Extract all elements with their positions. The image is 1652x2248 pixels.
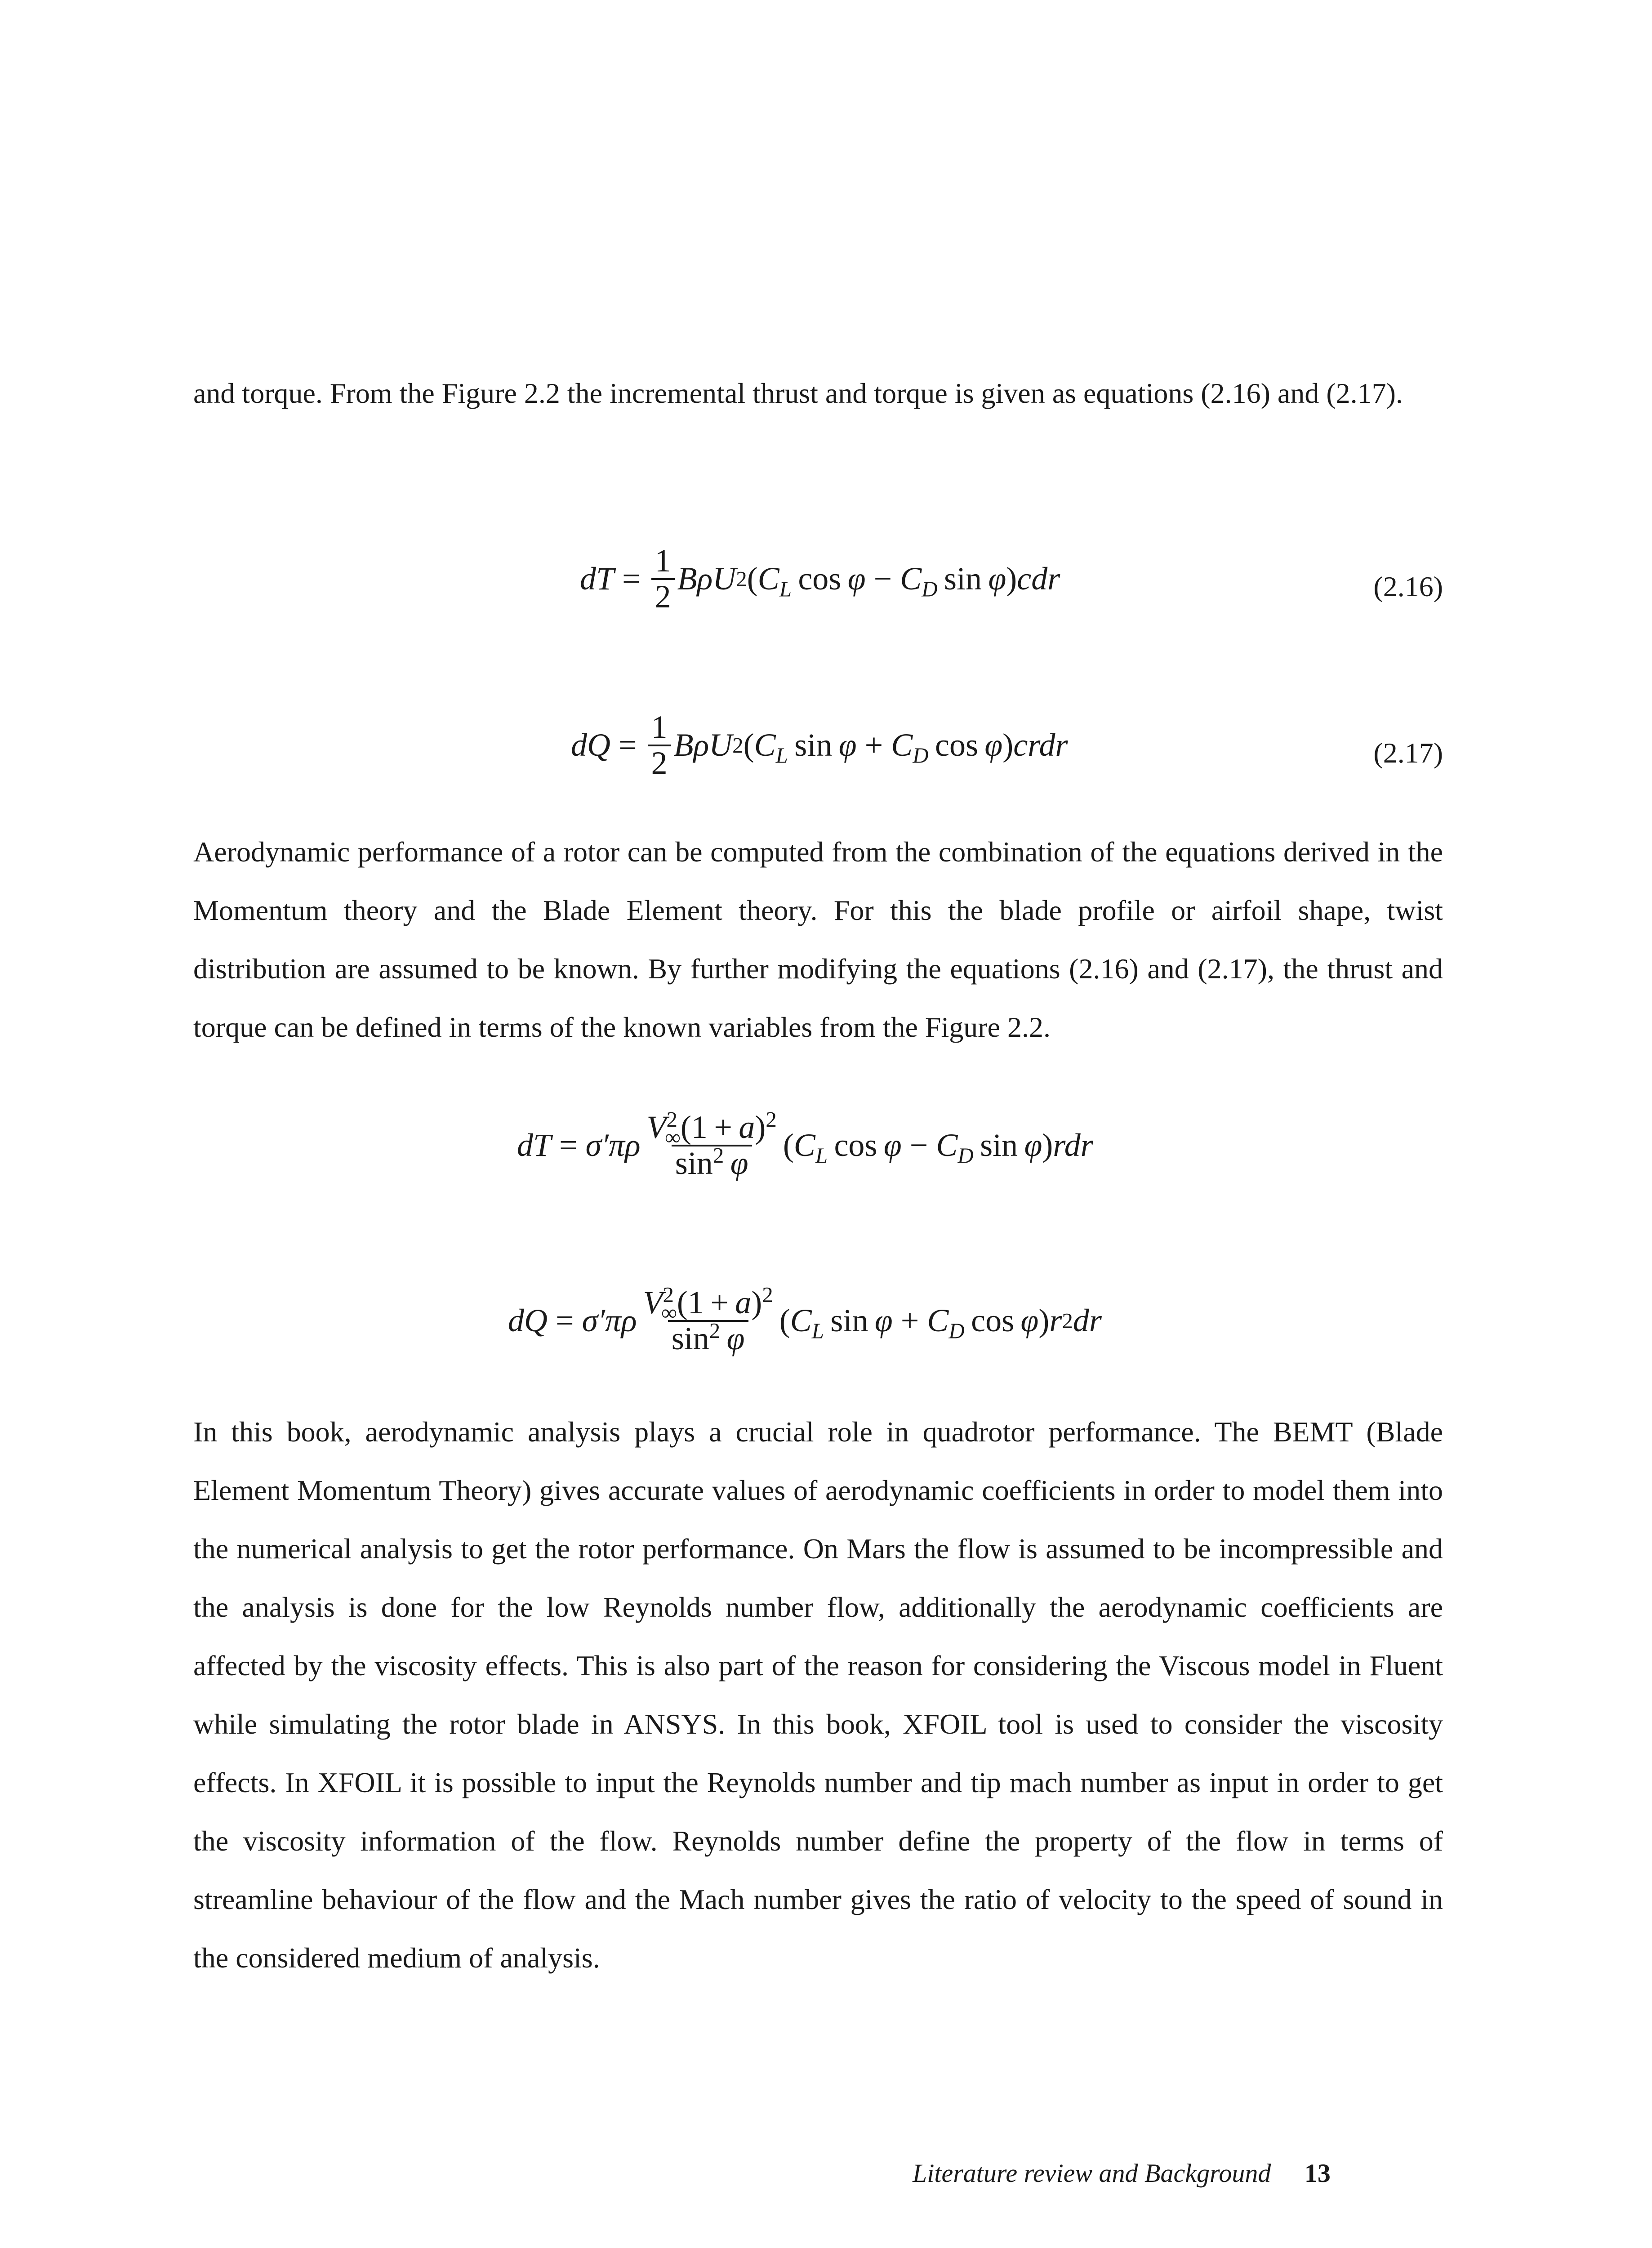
equation-torque-expanded-body: dQ = σ′πρ $\frac{V^2_\infty(1 + a)^2}{\sin^2 \varphi}$ ( $C_L$ sin φ + $C_D$ cos φ ) r 2 dr xyxy=(508,1282,1102,1356)
equation-torque-expanded xyxy=(193,1282,1443,1403)
equation-2-16-body: dT = $\frac{1}{2}$ BρU 2 ( $C_L$ cos φ − $C_D$ sin φ ) cdr xyxy=(580,543,1060,615)
paragraph-aerodynamic-performance: Aerodynamic performance of a rotor can be computed from the combination of the equations derived in the Momentum theory and the Blade Element theory. For this the blade profile or airfoil shape, twist distribution are assumed to be known. By further modifying the equations (2.16) and (2.17), the thrust and torque can be defined in terms of the known variables from the Figure 2.2. xyxy=(193,836,1443,1043)
equation-thrust-expanded xyxy=(193,1107,1443,1227)
equation-2-17 xyxy=(193,706,1443,805)
equation-2-16 xyxy=(193,540,1443,638)
equation-number: (2.16) xyxy=(1373,571,1443,602)
equation-thrust-expanded-body: dT = σ′πρ $\frac{V^2_\infty(1 + a)^2}{\sin^2 \varphi}$ ( $C_L$ cos φ − $C_D$ sin φ ) rdr xyxy=(517,1107,1093,1181)
page-footer xyxy=(913,2158,1331,2188)
page-number: 13 xyxy=(1304,2159,1331,2188)
equation-2-17-body: dQ = $\frac{1}{2}$ BρU 2 ( $C_L$ sin φ + $C_D$ cos φ ) crdr xyxy=(571,709,1068,781)
running-title: Literature review and Background xyxy=(913,2159,1271,2188)
paragraph-intro: and torque. From the Figure 2.2 the incremental thrust and torque is given as equations (2.16) and (2.17). xyxy=(193,377,1403,409)
equation-number: (2.17) xyxy=(1373,737,1443,769)
paragraph-bemt-analysis: In this book, aerodynamic analysis plays a crucial role in quadrotor performance. The BEMT (Blade Element Momentum Theory) gives accurate values of aerodynamic coefficients in order to model them into the numerical analysis to get the rotor performance. On Mars the flow is assumed to be incompressible and the analysis is done for the low Reynolds number flow, additionally the aerodynamic coefficients are affected by the viscosity effects. This is also part of the reason for considering the Viscous model in Fluent while simulating the rotor blade in ANSYS. In this book, XFOIL tool is used to consider the viscosity effects. In XFOIL it is possible to input the Reynolds number and tip mach number as input in order to get the viscosity information of the flow. Reynolds number define the property of the flow in terms of streamline behaviour of the flow and the Mach number gives the ratio of velocity to the speed of sound in the considered medium of analysis. xyxy=(193,1416,1443,1974)
